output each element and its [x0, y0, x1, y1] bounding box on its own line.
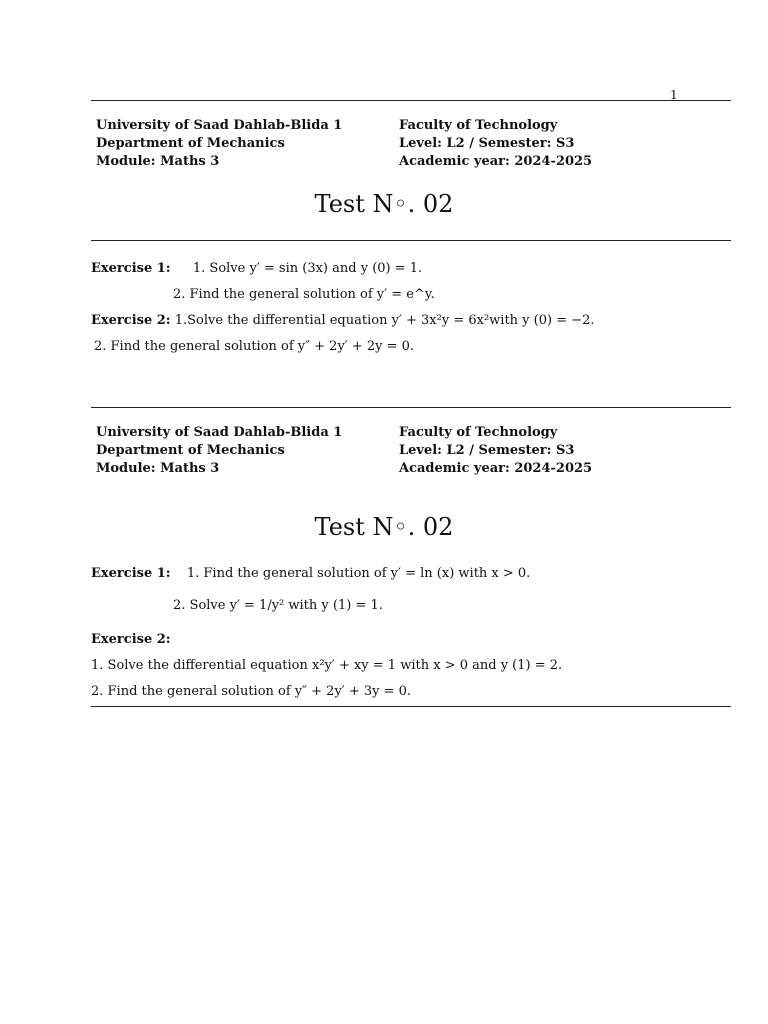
exercise-label: Exercise 2:: [91, 632, 171, 647]
top-rule: [91, 100, 691, 101]
exercise-text: 2. Solve y′ = 1/y² with y (1) = 1.: [173, 598, 383, 613]
header-right-1: [399, 117, 592, 171]
test-title: Test N◦. 02: [314, 513, 454, 541]
level-semester: Level: L2 / Semester: S3: [399, 443, 575, 458]
exercise-text: 2. Find the general solution of y″ + 2y′ + 2y = 0.: [94, 339, 415, 354]
header-left-2: [96, 424, 342, 478]
exercise-text: 2. Find the general solution of y″ + 2y′ + 3y = 0.: [91, 684, 412, 699]
academic-year: Academic year: 2024-2025: [399, 154, 593, 169]
exercise-2-heading: [91, 632, 171, 647]
university-name: University of Saad Dahlab-Blida 1: [96, 118, 343, 133]
exercise-2-line-1: [91, 658, 562, 673]
academic-year: Academic year: 2024-2025: [399, 461, 593, 476]
faculty-name: Faculty of Technology: [399, 118, 558, 133]
exercise-text: 1.Solve the differential equation y′ + 3x²y = 6x²with y (0) = −2.: [174, 313, 595, 328]
exercise-text: 1. Find the general solution of y′ = ln (x) with x > 0.: [186, 566, 531, 581]
title-rule: [91, 240, 731, 241]
exercise-label: Exercise 1:: [91, 566, 171, 581]
exercise-text: 1. Solve the differential equation x²y′ + xy = 1 with x > 0 and y (1) = 2.: [91, 658, 563, 673]
exercise-2-line-1: [91, 313, 595, 328]
exercise-label: Exercise 1:: [91, 261, 171, 276]
exercise-1-line-1: [91, 261, 422, 276]
module-name: Module: Maths 3: [96, 461, 220, 476]
page-rule: [690, 100, 731, 101]
exercise-label: Exercise 2:: [91, 313, 171, 328]
exercise-text: 1. Solve y′ = sin (3x) and y (0) = 1.: [192, 261, 423, 276]
test-title: Test N◦. 02: [314, 190, 454, 218]
exercise-2-line-2: [91, 684, 411, 699]
department-name: Department of Mechanics: [96, 443, 285, 458]
level-semester: Level: L2 / Semester: S3: [399, 136, 575, 151]
university-name: University of Saad Dahlab-Blida 1: [96, 425, 343, 440]
faculty-name: Faculty of Technology: [399, 425, 558, 440]
header-right-2: [399, 424, 592, 478]
exercise-1-line-2: [173, 598, 383, 613]
section-rule: [91, 407, 731, 408]
exercise-1-line-2: [173, 287, 435, 302]
department-name: Department of Mechanics: [96, 136, 285, 151]
bottom-rule: [91, 706, 731, 707]
exercise-2-line-2: [94, 339, 414, 354]
page-number: 1: [670, 88, 678, 102]
module-name: Module: Maths 3: [96, 154, 220, 169]
exercise-text: 2. Find the general solution of y′ = e^y.: [173, 287, 435, 302]
exercise-1-line-1: [91, 566, 530, 581]
header-left-1: [96, 117, 342, 171]
